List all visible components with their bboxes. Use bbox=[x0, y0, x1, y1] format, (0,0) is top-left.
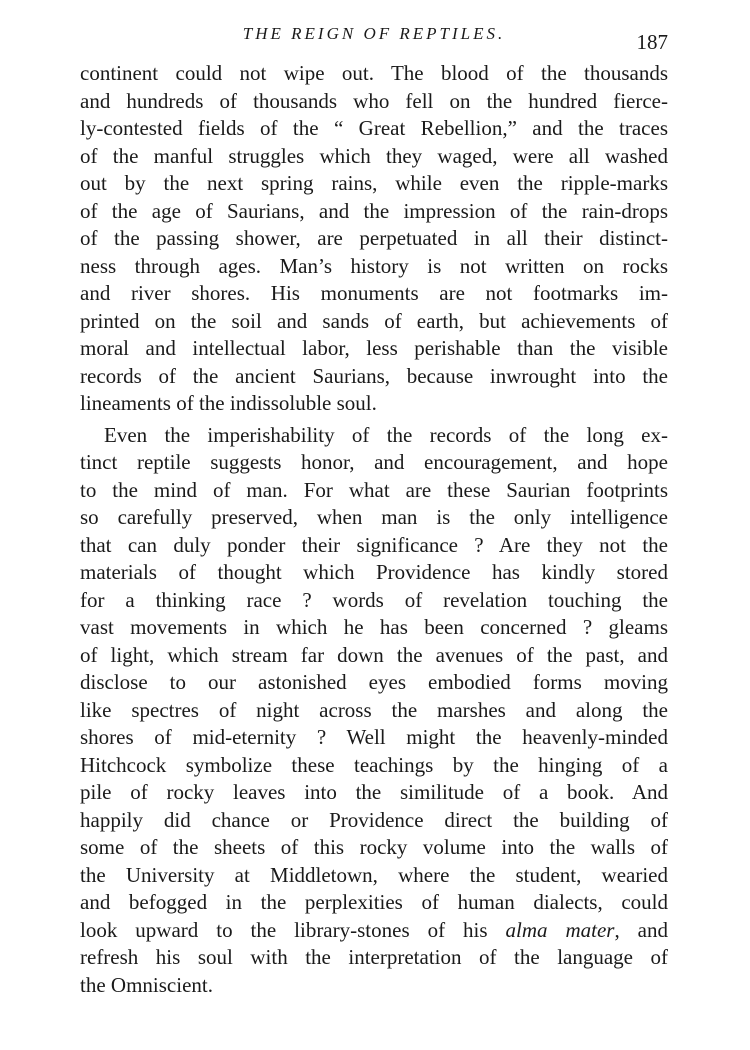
text-line: for a thinking race ? words of revelation touching the bbox=[80, 587, 668, 612]
text-line: some of the sheets of this rocky volume into the walls of bbox=[80, 835, 668, 859]
paragraph-1 bbox=[80, 60, 668, 418]
text-line: lineaments of the indissoluble soul. bbox=[80, 391, 377, 415]
text-line: materials of thought which Providence has kindly stored bbox=[80, 560, 668, 584]
text-line: disclose to our astonished eyes embodied forms moving bbox=[80, 670, 668, 694]
text-line: vast movements in which he has been concerned ? gleams bbox=[80, 615, 668, 639]
text-line-alma-mater bbox=[80, 917, 668, 945]
italic-phrase: alma mater bbox=[505, 917, 615, 942]
text-line: of the age of Saurians, and the impression of the rain-drops bbox=[80, 198, 668, 223]
text-line: of the manful struggles which they waged, were all washed bbox=[80, 143, 668, 168]
text-line: records of the ancient Saurians, because inwrought into the bbox=[80, 363, 668, 388]
body-text bbox=[80, 60, 668, 999]
page-number: 187 bbox=[636, 30, 668, 54]
text-line: to the mind of man. For what are these Saurian footprints bbox=[80, 477, 668, 502]
text-line: tinct reptile suggests honor, and encouragement, and hope bbox=[80, 450, 668, 474]
text-line: happily did chance or Providence direct the building of bbox=[80, 807, 668, 832]
text-line: of light, which stream far down the avenues of the past, and bbox=[80, 642, 668, 667]
text-line: that can duly ponder their significance ? Are they not the bbox=[80, 532, 668, 557]
text-line: ness through ages. Man’s history is not written on rocks bbox=[80, 253, 668, 278]
text-line: the University at Middletown, where the student, wearied bbox=[80, 862, 668, 887]
text-line: and befogged in the perplexities of human dialects, could bbox=[80, 890, 668, 914]
text-line: shores of mid-eternity ? Well might the heavenly-minded bbox=[80, 725, 668, 749]
paragraph-2 bbox=[80, 422, 668, 1000]
text-line: the Omniscient. bbox=[80, 972, 213, 997]
running-header bbox=[80, 22, 668, 54]
text-line: ly-contested fields of the “ Great Rebellion,” and the traces bbox=[80, 116, 668, 140]
text-line: moral and intellectual labor, less perishable than the visible bbox=[80, 336, 668, 360]
running-title: THE REIGN OF REPTILES. bbox=[242, 24, 506, 43]
text-line: out by the next spring rains, while even the ripple-marks bbox=[80, 171, 668, 195]
text-line: like spectres of night across the marshes and along the bbox=[80, 697, 668, 722]
text-line: of the passing shower, are perpetuated in all their distinct- bbox=[80, 226, 668, 250]
text-line: continent could not wipe out. The blood of the thousands bbox=[80, 61, 668, 85]
text-line: refresh his soul with the interpretation of the language of bbox=[80, 945, 668, 969]
text-line: Even the imperishability of the records of the long ex- bbox=[104, 422, 668, 447]
text-line: and river shores. His monuments are not footmarks im- bbox=[80, 281, 668, 305]
text-line: Hitchcock symbolize these teachings by the hinging of a bbox=[80, 752, 668, 777]
text-line: pile of rocky leaves into the similitude of a book. And bbox=[80, 780, 668, 804]
text-line: and hundreds of thousands who fell on the hundred fierce- bbox=[80, 88, 668, 113]
text-line: printed on the soil and sands of earth, but achievements of bbox=[80, 308, 668, 333]
text-fragment: look upward to the library-stones of his bbox=[80, 917, 506, 942]
text-fragment: , and bbox=[614, 917, 668, 942]
text-line: so carefully preserved, when man is the only intelligence bbox=[80, 505, 668, 529]
